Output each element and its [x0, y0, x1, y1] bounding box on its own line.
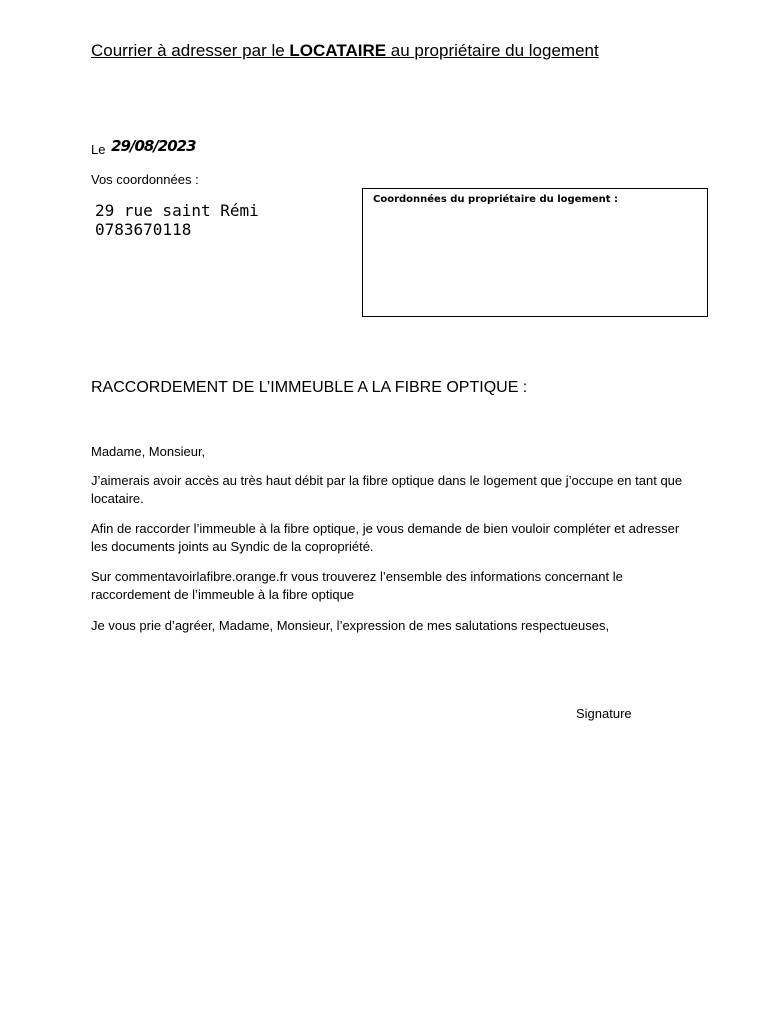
title-suffix: au propriétaire du logement [386, 41, 599, 60]
owner-coords-box [362, 188, 708, 317]
sender-phone: 0783670118 [95, 220, 192, 239]
title-prefix: Courrier à adresser par le [91, 41, 290, 60]
letter-title [91, 41, 599, 61]
paragraph-info-link: Sur commentavoirlafibre.orange.fr vous trouverez l’ensemble des informations concernant le raccordement de l’immeuble à la fibre optique [91, 569, 623, 602]
signature-label: Signature [576, 706, 632, 721]
paragraph-closing: Je vous prie d’agréer, Madame, Monsieur, l’expression de mes salutations respectueuses, [91, 618, 610, 633]
sender-coords-value [95, 201, 259, 239]
date-line [91, 137, 196, 158]
owner-coords-label: Coordonnées du propriétaire du logement : [373, 194, 619, 205]
paragraph-documents: Afin de raccorder l’immeuble à la fibre optique, je vous demande de bien vouloir compléter et adresser les documents joints au Syndic de la copropriété. [91, 521, 680, 554]
date-value: 29/08/2023 [111, 137, 196, 155]
letter-subject: RACCORDEMENT DE L’IMMEUBLE A LA FIBRE OPTIQUE : [91, 379, 528, 396]
sender-coords-label: Vos coordonnées : [91, 172, 199, 187]
sender-address: 29 rue saint Rémi [95, 201, 259, 220]
greeting: Madame, Monsieur, [91, 444, 206, 459]
title-bold-word: LOCATAIRE [289, 41, 387, 60]
date-label: Le [91, 142, 106, 157]
paragraph-request: J’aimerais avoir accès au très haut débit par la fibre optique dans le logement que j’occupe en tant que locataire. [91, 473, 683, 506]
